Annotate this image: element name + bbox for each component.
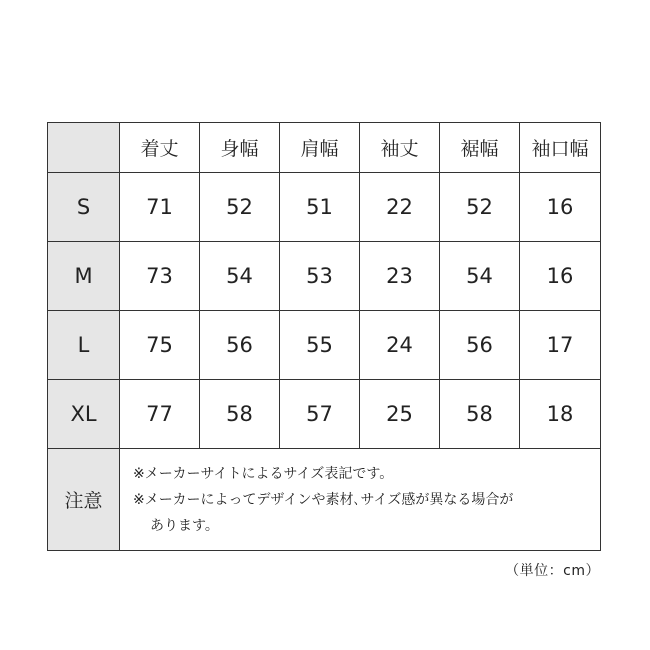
corner-cell	[48, 123, 120, 173]
note-row	[48, 449, 601, 551]
table-cell: 25	[360, 380, 440, 449]
table-cell: 51	[280, 173, 360, 242]
table-cell: 17	[520, 311, 601, 380]
size-label: M	[48, 242, 120, 311]
table-cell: 58	[440, 380, 520, 449]
table-cell: 18	[520, 380, 601, 449]
table-row	[48, 173, 601, 242]
table-cell: 58	[200, 380, 280, 449]
table-cell: 73	[120, 242, 200, 311]
header-row	[48, 123, 601, 173]
table-cell: 22	[360, 173, 440, 242]
table-row	[48, 311, 601, 380]
table-cell: 23	[360, 242, 440, 311]
header-body-width: 身幅	[200, 123, 280, 173]
header-shoulder-width: 肩幅	[280, 123, 360, 173]
table-cell: 56	[200, 311, 280, 380]
header-length: 着丈	[120, 123, 200, 173]
size-label: L	[48, 311, 120, 380]
header-cuff-width: 袖口幅	[520, 123, 601, 173]
table-row	[48, 242, 601, 311]
table-cell: 52	[440, 173, 520, 242]
table-cell: 54	[440, 242, 520, 311]
header-sleeve-length: 袖丈	[360, 123, 440, 173]
header-hem-width: 裾幅	[440, 123, 520, 173]
unit-label: （単位：cm）	[505, 563, 600, 579]
note-body	[120, 449, 601, 551]
table-row	[48, 380, 601, 449]
note-line: あります。	[150, 517, 219, 534]
table-cell: 16	[520, 173, 601, 242]
table-cell: 75	[120, 311, 200, 380]
table-cell: 56	[440, 311, 520, 380]
table-cell: 52	[200, 173, 280, 242]
size-label: S	[48, 173, 120, 242]
size-table	[47, 122, 601, 551]
table-cell: 53	[280, 242, 360, 311]
table-cell: 54	[200, 242, 280, 311]
table-cell: 77	[120, 380, 200, 449]
table-cell: 55	[280, 311, 360, 380]
size-label: XL	[48, 380, 120, 449]
note-label: 注意	[48, 449, 120, 551]
note-line: ※メーカーによってデザインや素材､サイズ感が異なる場合が	[133, 491, 514, 508]
table-cell: 57	[280, 380, 360, 449]
table-cell: 24	[360, 311, 440, 380]
table-cell: 71	[120, 173, 200, 242]
note-line: ※メーカーサイトによるサイズ表記です。	[133, 465, 394, 482]
table-cell: 16	[520, 242, 601, 311]
